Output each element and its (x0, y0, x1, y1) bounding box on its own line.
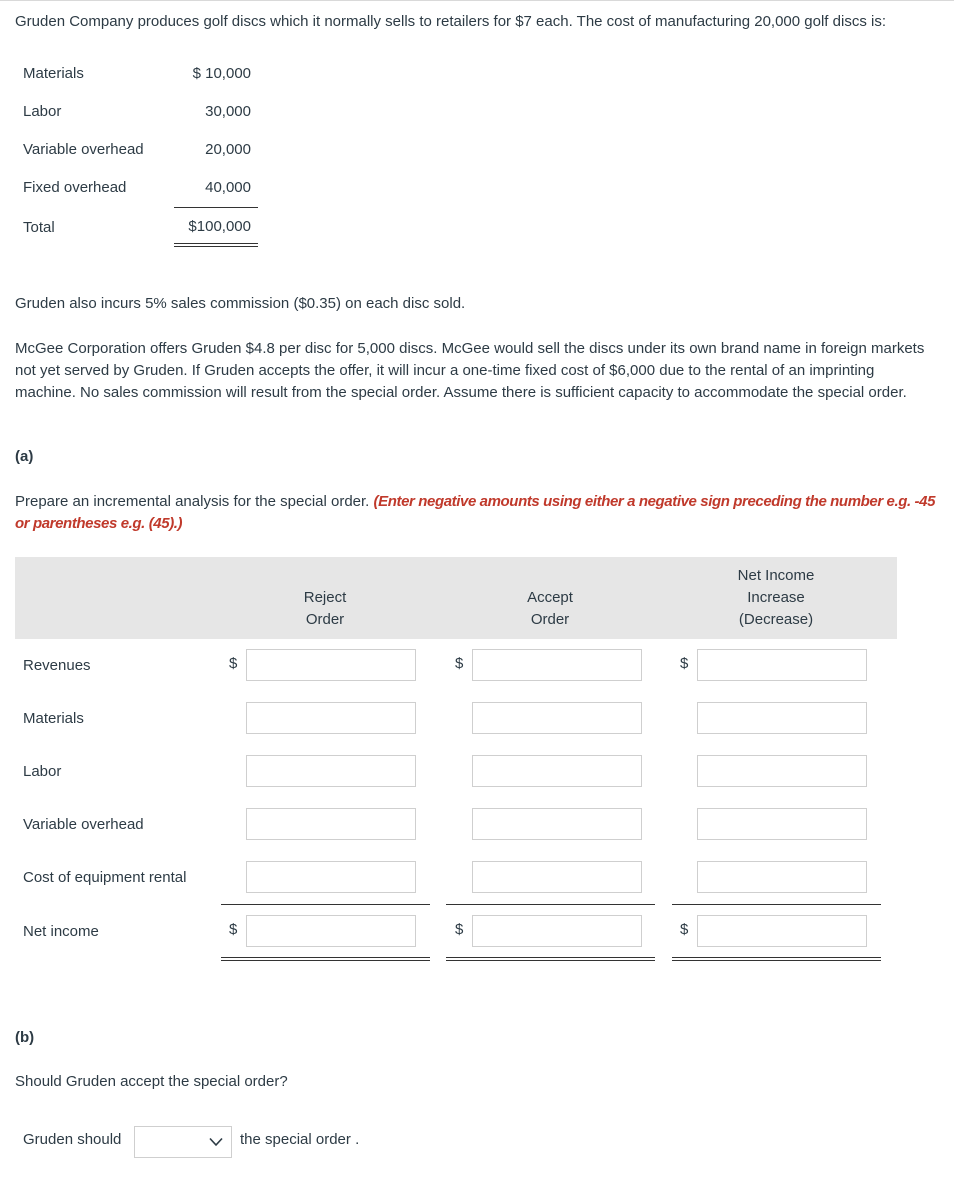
part-b-label: (b) (15, 1029, 35, 1046)
double-rule-accept-2 (446, 960, 655, 961)
instruction-hint: (Enter negative amounts using either a negative sign preceding the number e.g. -45 or parentheses e.g. (45).) (15, 493, 936, 532)
header-reject-line2: Order (305, 611, 345, 628)
header-accept-order (490, 587, 610, 631)
cost-label-total: Total (23, 219, 55, 236)
double-rule-net-1 (672, 957, 881, 958)
materials-net-input[interactable] (697, 702, 867, 734)
cost-label-variable-overhead: Variable overhead (23, 141, 144, 158)
row-label-equipment-rental: Cost of equipment rental (23, 869, 187, 886)
revenues-net-input[interactable] (697, 649, 867, 681)
cost-label-labor: Labor (23, 103, 62, 120)
header-reject-order (265, 587, 385, 631)
equipment-rental-net-input[interactable] (697, 861, 867, 893)
cost-value-materials: $ 10,000 (192, 65, 251, 82)
materials-accept-input[interactable] (472, 702, 642, 734)
labor-reject-input[interactable] (246, 755, 416, 787)
net-income-accept-input[interactable] (472, 915, 642, 947)
answer-suffix: the special order . (240, 1131, 360, 1148)
net-income-top-rule-accept (446, 904, 655, 905)
intro-text: Gruden Company produces golf discs which it normally sells to retailers for $7 each. The cost of manufacturing 20,000 golf discs is: (15, 13, 886, 30)
cost-label-fixed-overhead: Fixed overhead (23, 179, 127, 196)
cost-value-fixed-overhead: 40,000 (205, 179, 251, 196)
instruction-text: Prepare an incremental analysis for the special order. (15, 493, 370, 510)
currency-symbol: $ (455, 655, 464, 672)
variable-overhead-reject-input[interactable] (246, 808, 416, 840)
labor-net-input[interactable] (697, 755, 867, 787)
header-net-income (706, 565, 846, 631)
double-rule-reject-2 (221, 960, 430, 961)
net-income-top-rule-net (672, 904, 881, 905)
row-label-materials: Materials (23, 710, 84, 727)
commission-text: Gruden also incurs 5% sales commission ($0.35) on each disc sold. (15, 295, 466, 312)
net-income-net-input[interactable] (697, 915, 867, 947)
revenues-reject-input[interactable] (246, 649, 416, 681)
decision-select[interactable] (134, 1126, 232, 1158)
total-double-rule-2 (174, 246, 258, 247)
chevron-down-icon (209, 1137, 223, 1147)
answer-prefix: Gruden should (23, 1131, 122, 1148)
materials-reject-input[interactable] (246, 702, 416, 734)
cost-label-materials: Materials (23, 65, 84, 82)
net-income-reject-input[interactable] (246, 915, 416, 947)
header-reject-line1: Reject (303, 589, 347, 606)
cost-value-total: $100,000 (188, 218, 251, 235)
row-label-variable-overhead: Variable overhead (23, 816, 144, 833)
header-accept-line1: Accept (527, 589, 573, 606)
revenues-accept-input[interactable] (472, 649, 642, 681)
row-label-net-income: Net income (23, 923, 99, 940)
double-rule-net-2 (672, 960, 881, 961)
equipment-rental-reject-input[interactable] (246, 861, 416, 893)
cost-value-variable-overhead: 20,000 (205, 141, 251, 158)
part-a-instruction (15, 491, 940, 535)
labor-accept-input[interactable] (472, 755, 642, 787)
double-rule-accept-1 (446, 957, 655, 958)
row-label-labor: Labor (23, 763, 62, 780)
total-double-rule-1 (174, 243, 258, 244)
net-income-top-rule-reject (221, 904, 430, 905)
header-net-line3: (Decrease) (738, 611, 814, 628)
currency-symbol: $ (229, 921, 238, 938)
total-top-rule (174, 207, 258, 208)
double-rule-reject-1 (221, 957, 430, 958)
currency-symbol: $ (680, 921, 689, 938)
currency-symbol: $ (455, 921, 464, 938)
top-divider (0, 0, 954, 1)
row-label-revenues: Revenues (23, 657, 91, 674)
currency-symbol: $ (229, 655, 238, 672)
part-b-question: Should Gruden accept the special order? (15, 1073, 288, 1090)
variable-overhead-net-input[interactable] (697, 808, 867, 840)
header-net-line2: Increase (747, 589, 805, 606)
currency-symbol: $ (680, 655, 689, 672)
equipment-rental-accept-input[interactable] (472, 861, 642, 893)
offer-text: McGee Corporation offers Gruden $4.8 per disc for 5,000 discs. McGee would sell the discs under its own brand name in foreign markets not yet served by Gruden. If Gruden accepts the offer, it will incur a one-time fixed cost of $6,000 due to the rental of an imprinting machine. No sales commission will result from the special order. Assume there is sufficient capacity to accommodate the special order. (15, 340, 925, 401)
header-net-line1: Net Income (737, 567, 815, 584)
header-accept-line2: Order (530, 611, 570, 628)
cost-value-labor: 30,000 (205, 103, 251, 120)
variable-overhead-accept-input[interactable] (472, 808, 642, 840)
part-a-label: (a) (15, 448, 34, 465)
